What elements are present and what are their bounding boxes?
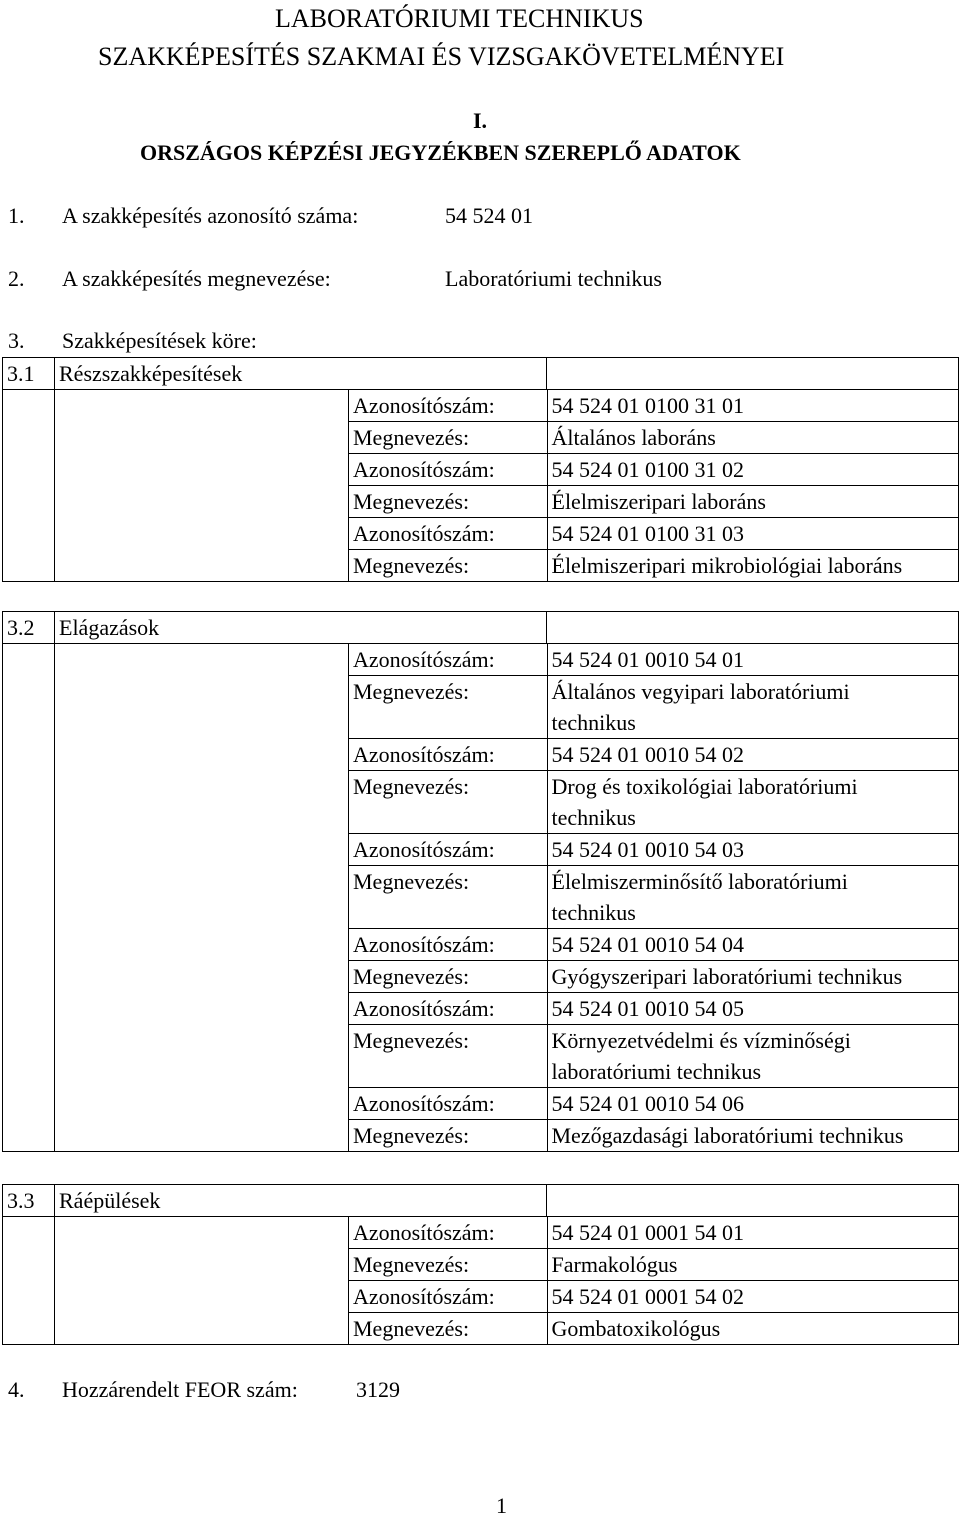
id-label: Azonosítószám: [349,1088,547,1120]
id-value: 54 524 01 0001 54 01 [547,1217,958,1249]
item1-label: A szakképesítés azonosító száma: [62,203,359,228]
item4-number: 4. [8,1377,25,1402]
name-label: Megnevezés: [349,486,547,518]
name-value: Élelmiszerminősítő laboratóriumi technikus [547,866,958,929]
id-value: 54 524 01 0010 54 03 [547,834,958,866]
id-value: 54 524 01 0010 54 06 [547,1088,958,1120]
section-heading: Elágazások [55,612,547,644]
id-label: Azonosítószám: [349,1281,547,1313]
table-partial-qualifications [2,357,959,582]
id-label: Azonosítószám: [349,518,547,550]
section-heading: Ráépülések [55,1185,547,1217]
name-label: Megnevezés: [349,1313,547,1345]
name-value: Általános laboráns [547,422,958,454]
name-value: Környezetvédelmi és vízminőségi laboratóriumi technikus [547,1025,958,1088]
section-number: 3.1 [3,358,55,390]
id-value: 54 524 01 0010 54 02 [547,739,958,771]
name-label: Megnevezés: [349,676,547,739]
name-label: Megnevezés: [349,422,547,454]
id-value: 54 524 01 0100 31 01 [547,390,958,422]
section-title: ORSZÁGOS KÉPZÉSI JEGYZÉKBEN SZEREPLŐ ADATOK [140,140,741,165]
item4-label: Hozzárendelt FEOR szám: [62,1377,298,1402]
name-value: Gombatoxikológus [551,1316,721,1341]
item2-value: Laboratóriumi technikus [445,266,662,291]
table-body-row [3,390,959,582]
section-heading: Részszakképesítések [55,358,547,390]
name-label: Megnevezés: [349,961,547,993]
item2-number: 2. [8,266,25,291]
table-header-row [3,612,959,644]
name-label: Megnevezés: [349,1120,547,1152]
name-label: Megnevezés: [349,866,547,929]
id-value: 54 524 01 0010 54 05 [547,993,958,1025]
item4-value: 3129 [356,1377,400,1402]
table-body-row [3,644,959,1152]
name-label: Megnevezés: [349,550,547,582]
id-value: 54 524 01 0100 31 03 [547,518,958,550]
id-label: Azonosítószám: [349,644,547,676]
name-value: Gyógyszeripari laboratóriumi technikus [547,961,958,993]
document-title-line2: SZAKKÉPESÍTÉS SZAKMAI ÉS VIZSGAKÖVETELMÉNYEI [98,42,785,71]
item1-value: 54 524 01 [445,203,533,228]
name-value: Általános vegyipari laboratóriumi technikus [547,676,958,739]
section-number: 3.2 [3,612,55,644]
name-value: Farmakológus [547,1249,958,1281]
id-label: Azonosítószám: [349,390,547,422]
id-label: Azonosítószám: [349,1217,547,1249]
id-value: 54 524 01 0010 54 04 [547,929,958,961]
id-value: 54 524 01 0001 54 02 [547,1281,958,1313]
id-label: Azonosítószám: [349,739,547,771]
name-value: Mezőgazdasági laboratóriumi technikus [551,1123,904,1148]
page-number: 1 [496,1493,507,1518]
item1-number: 1. [8,203,25,228]
table-branches [2,611,959,1152]
id-label: Azonosítószám: [349,834,547,866]
name-label: Megnevezés: [349,1025,547,1088]
table-header-row [3,1185,959,1217]
id-label: Azonosítószám: [349,993,547,1025]
table-extensions [2,1184,959,1345]
item3-label: Szakképesítések köre: [62,328,257,353]
id-value: 54 524 01 0010 54 01 [547,644,958,676]
id-label: Azonosítószám: [349,929,547,961]
item2-label: A szakképesítés megnevezése: [62,266,331,291]
table-body-row [3,1217,959,1345]
table-header-row [3,358,959,390]
item3-number: 3. [8,328,25,353]
name-label: Megnevezés: [349,1249,547,1281]
name-label: Megnevezés: [349,771,547,834]
id-value: 54 524 01 0100 31 02 [547,454,958,486]
name-value: Drog és toxikológiai laboratóriumi technikus [547,771,958,834]
section-roman-numeral: I. [473,108,488,133]
name-value: Élelmiszeripari mikrobiológiai laboráns [551,553,903,578]
document-title-line1: LABORATÓRIUMI TECHNIKUS [275,4,644,33]
section-number: 3.3 [3,1185,55,1217]
name-value: Élelmiszeripari laboráns [547,486,958,518]
id-label: Azonosítószám: [349,454,547,486]
